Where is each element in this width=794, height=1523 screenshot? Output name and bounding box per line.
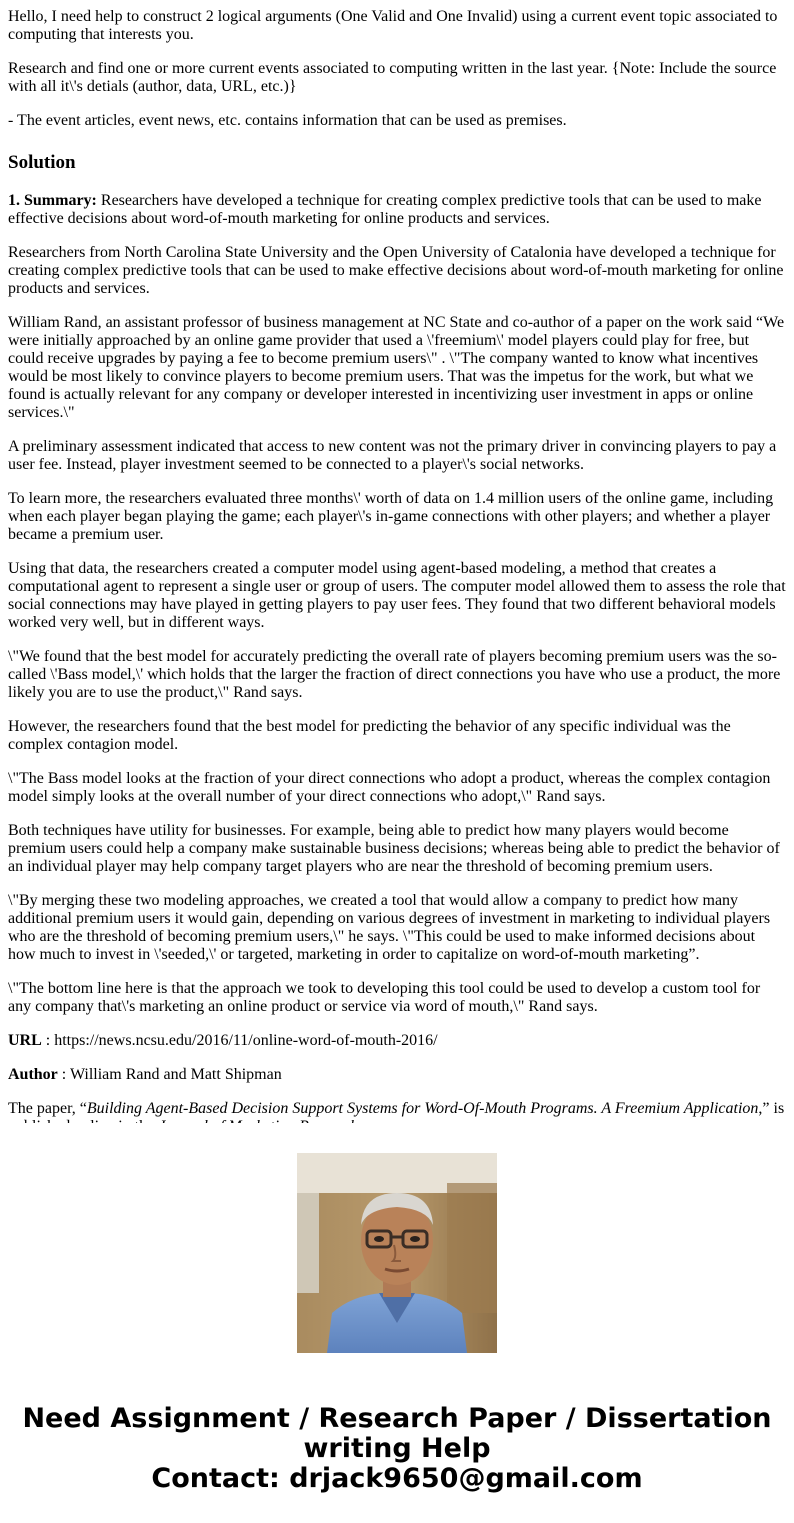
source-author xyxy=(8,1066,786,1084)
body-paragraph: Both techniques have utility for businesses. For example, being able to predict how many players would become premium users could help a company make sustainable business decisions; whereas being able to predict the behavior of an individual player may help company target players who are near the threshold of becoming premium users. xyxy=(8,822,780,875)
author-avatar xyxy=(297,1153,497,1353)
contact-banner xyxy=(0,1404,794,1494)
question-paragraph-2: Research and find one or more current events associated to computing written in the last year. {Note: Include the source with all it\'s detials (author, data, URL, etc.)} xyxy=(8,60,777,95)
author-label: Author xyxy=(8,1066,58,1083)
body-paragraph: \"The bottom line here is that the approach we took to developing this tool could be used to develop a custom tool for any company that\'s marketing an online product or service via word of mouth,\" Rand says. xyxy=(8,980,761,1015)
summary-text: Researchers have developed a technique for creating complex predictive tools that can be used to make effective decisions about word-of-mouth marketing for online products and services. xyxy=(8,192,762,227)
paper-title: Building Agent-Based Decision Support Systems for Word-Of-Mouth Programs. A Freemium Application xyxy=(86,1100,759,1117)
url-label: URL xyxy=(8,1032,42,1049)
promo-footer xyxy=(0,1123,794,1523)
url-value: : https://news.ncsu.edu/2016/11/online-word-of-mouth-2016/ xyxy=(41,1032,438,1049)
portrait-image xyxy=(297,1153,497,1353)
document-body xyxy=(8,0,786,1123)
solution-heading: Solution xyxy=(8,152,76,173)
body-paragraph: Using that data, the researchers created a computer model using agent-based modeling, a method that creates a computational agent to represent a single user or group of users. The computer model allowed them to assess the role that social connections may have played in getting players to pay user fees. They found that two different behavioral models worked very well, but in different ways. xyxy=(8,560,786,631)
source-url xyxy=(8,1032,786,1050)
body-paragraph: \"The Bass model looks at the fraction of your direct connections who adopt a product, whereas the complex contagion model simply looks at the overall number of your direct connections who adopt,\" Rand says. xyxy=(8,770,771,805)
summary-label: 1. Summary: xyxy=(8,192,97,209)
body-paragraph: William Rand, an assistant professor of business management at NC State and co-author of a paper on the work said “We were initially approached by an online game provider that used a \'freemium\' model players could play for free, but could receive upgrades by paying a fee to become premium users\" . \"The company wanted to know what incentives would be most likely to convince players to become premium users. That was the impetus for the work, but what we found is actually relevant for any company or developer interested in incentivizing user investment in apps or online services.\" xyxy=(8,314,785,421)
citation-prefix: The paper, “ xyxy=(8,1100,87,1117)
citation-middle: ,” is xyxy=(758,1100,785,1117)
cta-line-3: Contact: drjack9650@gmail.com xyxy=(151,1463,643,1494)
cta-line-1: Need Assignment / Research Paper / Dissertation xyxy=(22,1403,772,1434)
author-value: : William Rand and Matt Shipman xyxy=(57,1066,282,1083)
body-paragraph: However, the researchers found that the best model for predicting the behavior of any specific individual was the complex contagion model. xyxy=(8,718,731,753)
body-paragraph: \"We found that the best model for accurately predicting the overall rate of players becoming premium users was the so-called \'Bass model,\' which holds that the larger the fraction of direct connections you have who use a product, the more likely you are to use the product,\" Rand says. xyxy=(8,648,781,701)
summary-paragraph xyxy=(8,192,786,228)
body-paragraph: A preliminary assessment indicated that access to new content was not the primary driver in convincing players to pay a user fee. Instead, player investment seemed to be connected to a player\'s social networks. xyxy=(8,438,777,473)
body-paragraph: \"By merging these two modeling approaches, we created a tool that would allow a company to predict how many additional premium users it would gain, depending on various degrees of investment in marketing to individual players who are the threshold of becoming premium users,\" he says. \"This could be used to make informed decisions about how much to invest in \'seeded,\' or targeted, marketing in order to capitalize on word-of-mouth marketing”. xyxy=(8,892,771,963)
cta-line-2: writing Help xyxy=(303,1433,491,1464)
body-paragraph: To learn more, the researchers evaluated three months\' worth of data on 1.4 million users of the online game, including when each player began playing the game; each player\'s in-game connections with other players; and whether a player became a premium user. xyxy=(8,490,774,543)
body-paragraph: Researchers from North Carolina State University and the Open University of Catalonia have developed a technique for creating complex predictive tools that can be used to make effective decisions about word-of-mouth marketing for online products and services. xyxy=(8,244,784,297)
question-paragraph-1: Hello, I need help to construct 2 logical arguments (One Valid and One Invalid) using a current event topic associated to computing that interests you. xyxy=(8,8,778,43)
question-paragraph-3: - The event articles, event news, etc. contains information that can be used as premises. xyxy=(8,112,567,129)
